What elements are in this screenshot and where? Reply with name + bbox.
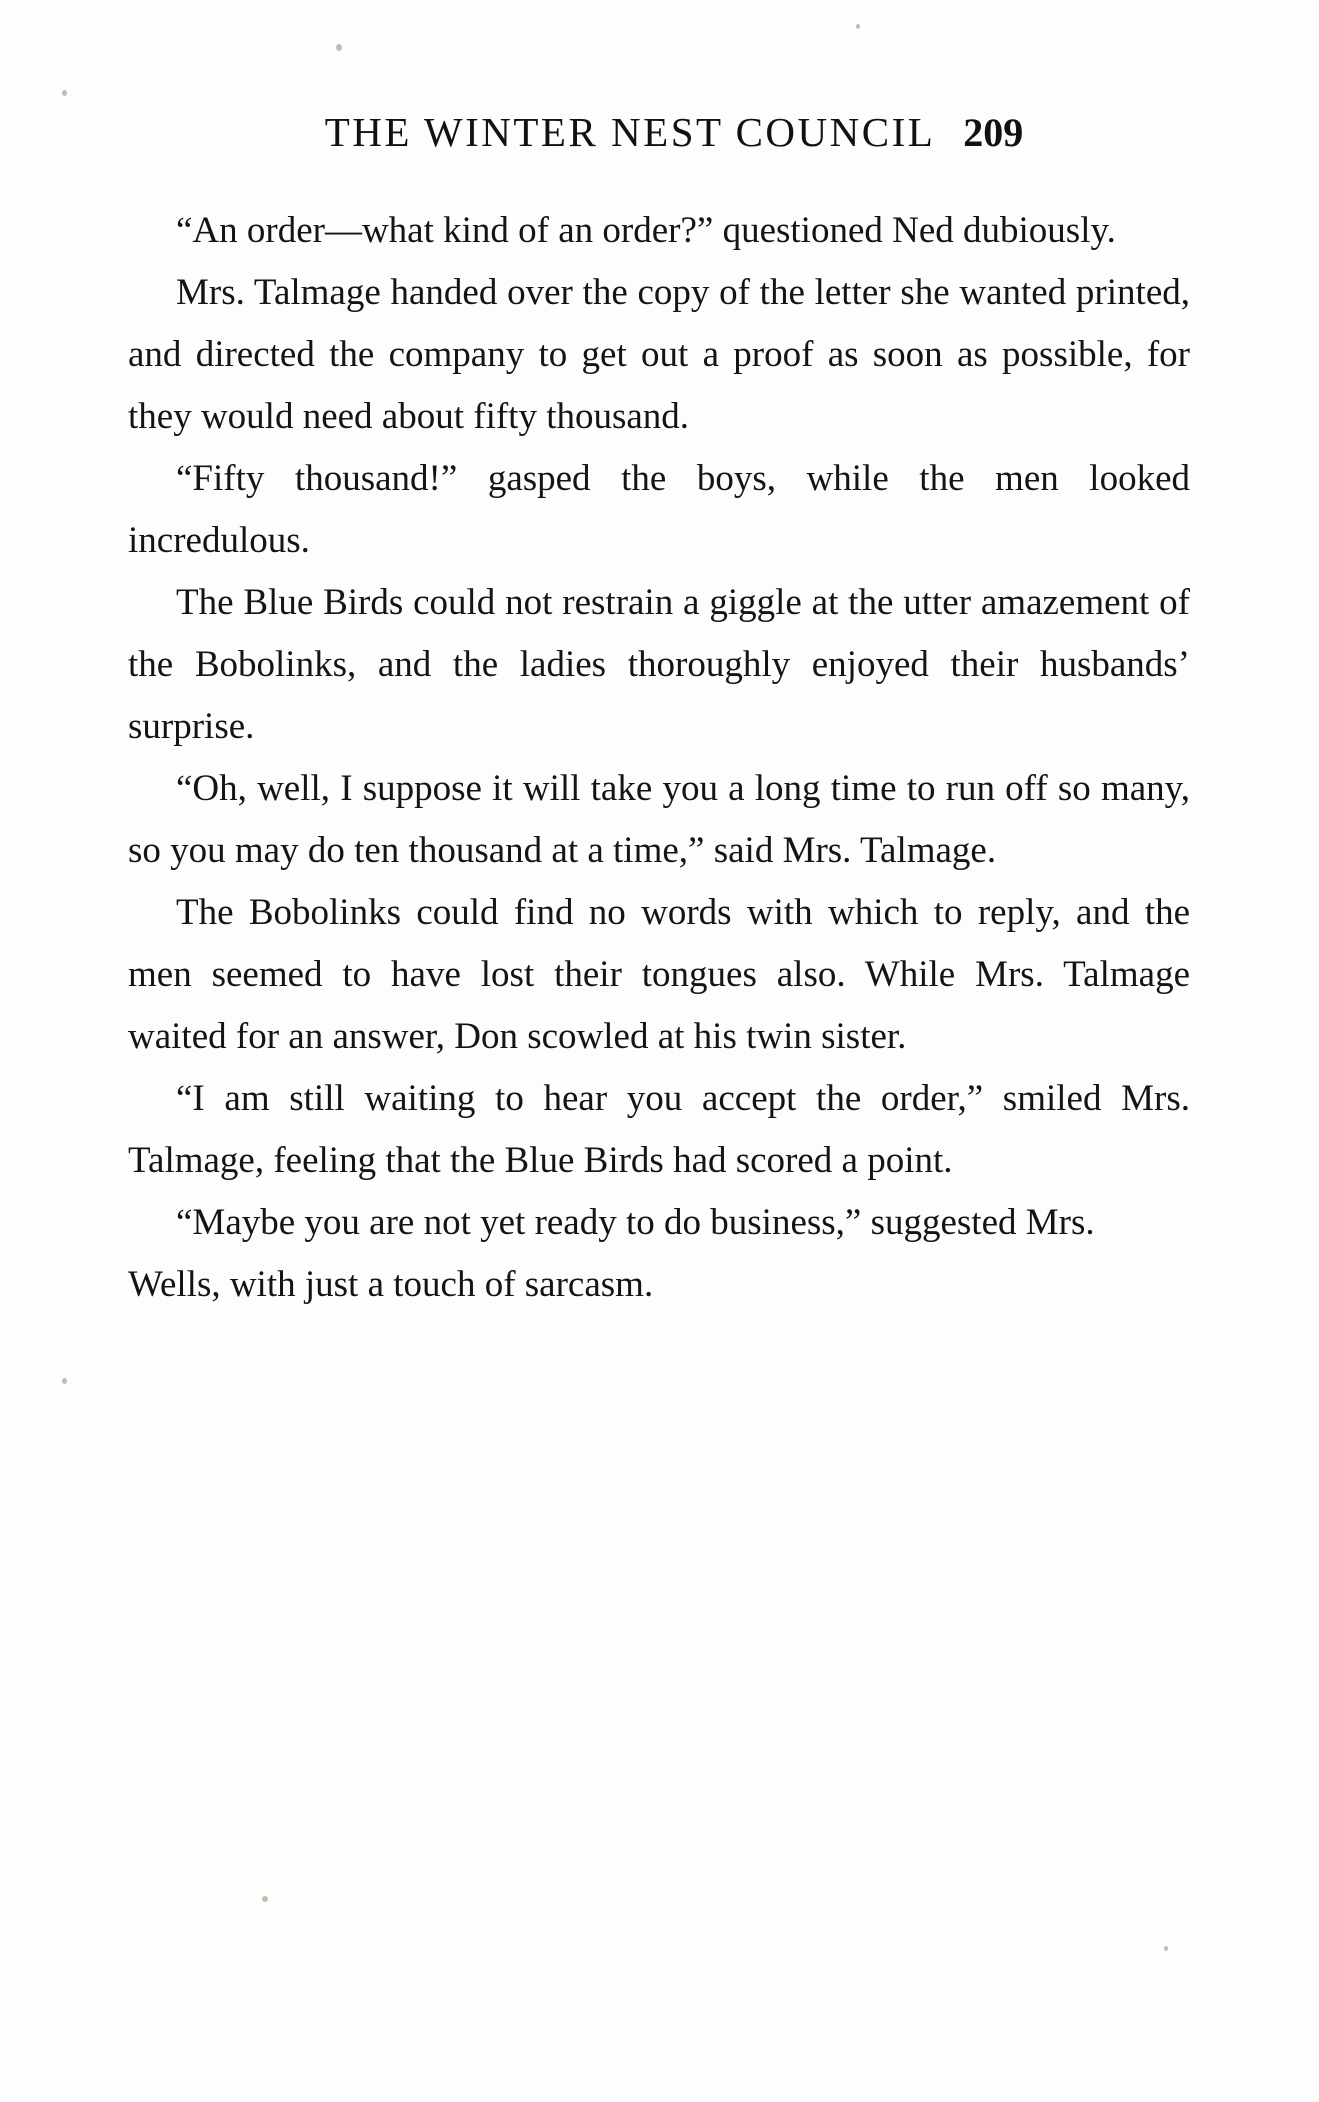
page-title: THE WINTER NEST COUNCIL <box>324 109 936 155</box>
paragraph: “Maybe you are not yet ready to do business,” suggested Mrs. Wells, with just a touch of sarcasm. <box>128 1202 1095 1305</box>
paper-speck <box>856 24 860 29</box>
running-head <box>128 108 1190 156</box>
paragraph: The Blue Birds could not restrain a giggle at the utter amazement of the Bobolinks, and the ladies thoroughly enjoyed their husbands’ surprise. <box>128 582 1190 747</box>
paper-speck <box>262 1896 268 1902</box>
paper-speck <box>336 44 342 51</box>
page-number: 209 <box>963 110 1024 155</box>
paragraph: “Fifty thousand!” gasped the boys, while the men looked incredulous. <box>128 458 1190 561</box>
paper-speck <box>1164 1946 1168 1951</box>
paragraph: “Oh, well, I suppose it will take you a long time to run off so many, so you may do ten thousand at a time,” said Mrs. Talmage. <box>128 768 1190 871</box>
paper-speck <box>62 90 67 96</box>
body-text <box>128 200 1190 1316</box>
page-content <box>128 108 1190 1316</box>
paper-speck <box>62 1378 67 1384</box>
paragraph: Mrs. Talmage handed over the copy of the letter she wanted printed, and directed the company to get out a proof as soon as possible, for they would need about fifty thousand. <box>128 272 1190 437</box>
paragraph: “An order—what kind of an order?” questioned Ned dubiously. <box>176 210 1116 251</box>
paragraph: The Bobolinks could find no words with which to reply, and the men seemed to have lost their tongues also. While Mrs. Talmage waited for an answer, Don scowled at his twin sister. <box>128 892 1190 1057</box>
paragraph: “I am still waiting to hear you accept the order,” smiled Mrs. Talmage, feeling that the Blue Birds had scored a point. <box>128 1078 1190 1181</box>
